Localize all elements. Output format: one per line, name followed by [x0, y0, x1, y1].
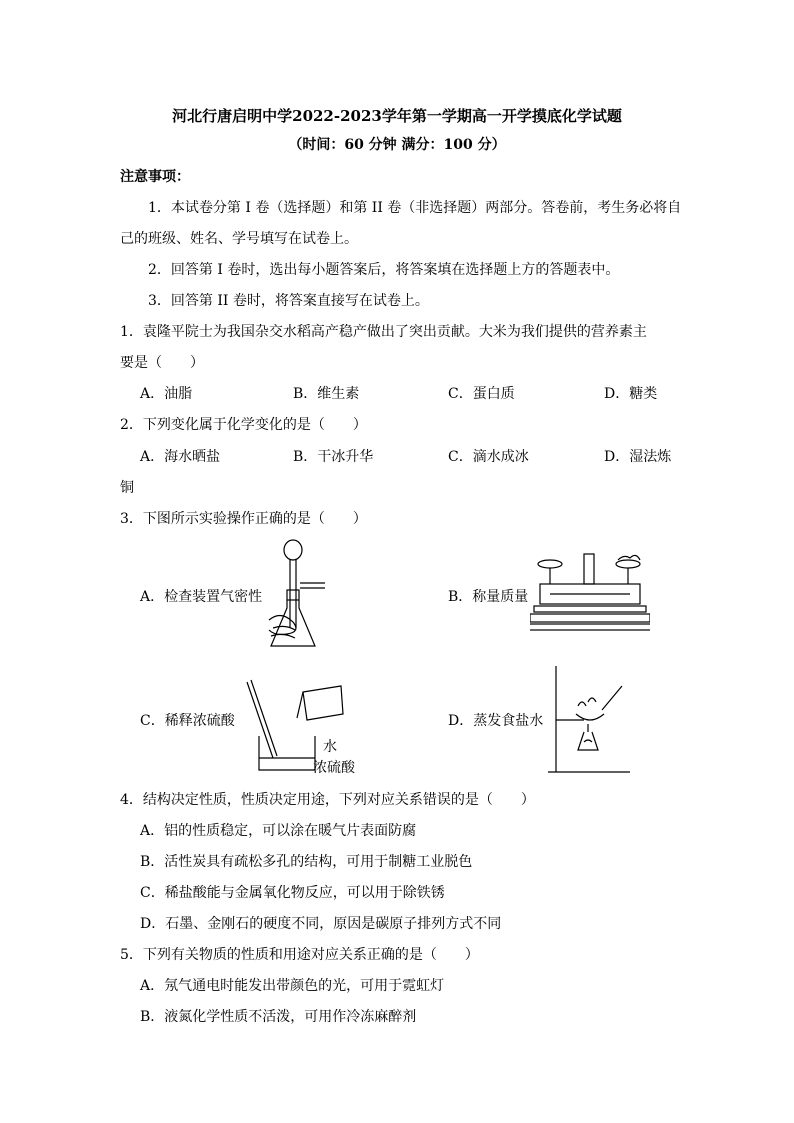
- exam-subtitle: （时间：60 分钟 满分：100 分）: [288, 137, 506, 153]
- q2-option-d: D．湿法炼: [604, 449, 672, 465]
- notes-heading: 注意事项：: [120, 169, 190, 185]
- q1-option-c: C．蛋白质: [448, 386, 515, 402]
- notes-item-1-line-2: 己的班级、姓名、学号填写在试卷上。: [120, 231, 358, 247]
- notes-item-2: 2．回答第 I 卷时，选出每小题答案后，将答案填在选择题上方的答题表中。: [148, 262, 620, 278]
- q1-option-d: D．糖类: [604, 386, 658, 402]
- label-water: 水: [323, 739, 337, 755]
- q3-option-d: D．蒸发食盐水: [448, 713, 544, 729]
- label-concentrated-sulfuric-acid: 浓硫酸: [313, 760, 355, 776]
- q1-option-a: A．油脂: [140, 386, 193, 402]
- exam-title: 河北行唐启明中学2022-2023学年第一学期高一开学摸底化学试题: [172, 107, 622, 125]
- q1-stem-line-2: 要是（ ）: [120, 355, 204, 371]
- q3-option-c: C．稀释浓硫酸: [140, 713, 235, 729]
- q4-option-c: C．稀盐酸能与金属氧化物反应，可以用于除铁锈: [140, 885, 445, 901]
- notes-item-1-line-1: 1．本试卷分第 I 卷（选择题）和第 II 卷（非选择题）两部分。答卷前，考生务必将自: [148, 200, 682, 216]
- q3-option-a: A．检查装置气密性: [140, 589, 263, 605]
- evaporation-illustration: [548, 662, 633, 777]
- q5-option-a: A．氖气通电时能发出带颜色的光，可用于霓虹灯: [140, 978, 445, 994]
- q3-option-b: B．称量质量: [448, 589, 529, 605]
- notes-item-3: 3．回答第 II 卷时，将答案直接写在试卷上。: [148, 293, 429, 309]
- q4-option-a: A．铝的性质稳定，可以涂在暖气片表面防腐: [140, 823, 417, 839]
- airtight-check-illustration: [265, 538, 335, 656]
- q5-stem: 5．下列有关物质的性质和用途对应关系正确的是（ ）: [120, 947, 479, 963]
- q1-option-b: B．维生素: [293, 386, 360, 402]
- q4-stem: 4．结构决定性质，性质决定用途，下列对应关系错误的是（ ）: [120, 792, 535, 808]
- q4-option-d: D．石墨、金刚石的硬度不同，原因是碳原子排列方式不同: [140, 916, 502, 932]
- q2-option-d-wrap: 铜: [120, 480, 134, 496]
- balance-scale-illustration: [530, 550, 650, 632]
- q2-option-b: B．干冰升华: [293, 449, 374, 465]
- q4-option-b: B．活性炭具有疏松多孔的结构，可用于制糖工业脱色: [140, 854, 473, 870]
- q1-stem-line-1: 1．袁隆平院士为我国杂交水稻高产稳产做出了突出贡献。大米为我们提供的营养素主: [120, 324, 647, 340]
- q2-stem: 2．下列变化属于化学变化的是（ ）: [120, 417, 367, 433]
- q2-option-c: C．滴水成冰: [448, 449, 529, 465]
- q3-stem: 3．下图所示实验操作正确的是（ ）: [120, 511, 367, 527]
- q5-option-b: B．液氮化学性质不活泼，可用作冷冻麻醉剂: [140, 1009, 417, 1025]
- q2-option-a: A．海水晒盐: [140, 449, 221, 465]
